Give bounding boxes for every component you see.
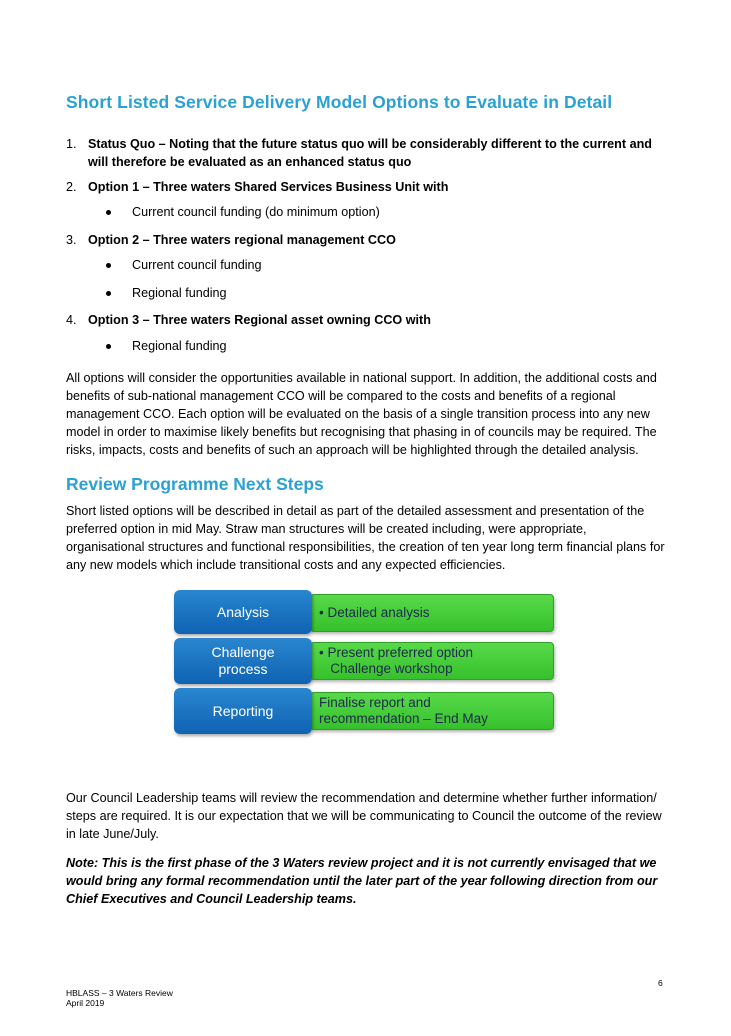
paragraph-next-steps: Short listed options will be described in detail as part of the detailed assessment and presentation of the preferred option in mid May. Straw man structures will be created including, were appropriate, organisational structures and functional responsibilities, the creation of ten year long term financial plans for any new models which include transitional costs and any expected efficiencies. [66, 504, 665, 572]
stage-detail-reporting [310, 692, 554, 730]
stage-detail-challenge [310, 642, 554, 680]
note-paragraph: Note: This is the first phase of the 3 Waters review project and it is not currently envisaged that we would bring any formal recommendation until the later part of the year following direction from our Chief Executives and Council Leadership teams. [66, 856, 658, 906]
stage-label-analysis: Analysis [174, 590, 312, 634]
bullet-icon [106, 263, 111, 268]
stage-detail-line: recommendation – End May [319, 711, 488, 726]
list-text: Option 3 – Three waters Regional asset owning CCO with [88, 313, 431, 327]
list-text: Option 1 – Three waters Shared Services Business Unit with [88, 180, 449, 194]
list-number: 3. [66, 233, 77, 247]
stage-detail-line: Finalise report and [319, 695, 431, 710]
paragraph-leadership-review: Our Council Leadership teams will review the recommendation and determine whether further information/ steps are required. It is our expectation that we will be communicating to Council the outcome of the review in late June/July. [66, 791, 662, 841]
stage-label-challenge: Challenge process [174, 638, 312, 684]
bullet-icon [106, 291, 111, 296]
paragraph-options-overview: All options will consider the opportunities available in national support. In addition, the additional costs and benefits of sub-national management CCO will be compared to the costs and benefits of a regional management CCO. Each option will be evaluated on the basis of a single transition process into any new model in order to maximise likely benefits but recognising that phasing in of councils may be required. The risks, impacts, costs and benefits of such an approach will be highlighted through the detailed analysis. [66, 371, 657, 457]
list-item-status-quo [66, 135, 666, 171]
list-text: Option 2 – Three waters regional management CCO [88, 233, 396, 247]
stage-detail-line: • Detailed analysis [319, 605, 430, 620]
section-heading-next-steps: Review Programme Next Steps [66, 474, 324, 494]
list-number: 2. [66, 180, 77, 194]
bullet-icon [106, 210, 111, 215]
footer-title: HBLASS – 3 Waters Review [66, 988, 173, 998]
section-heading-short-listed-options: Short Listed Service Delivery Model Options to Evaluate in Detail [66, 92, 613, 112]
list-text: Status Quo – Noting that the future status quo will be considerably different to the current and will therefore be evaluated as an enhanced status quo [88, 137, 652, 169]
footer [66, 988, 173, 1008]
bullet-text: Current council funding (do minimum option) [132, 205, 380, 219]
stage-detail-line: Challenge workshop [319, 661, 453, 676]
list-number: 1. [66, 137, 77, 151]
bullet-text: Current council funding [132, 258, 262, 272]
stage-detail-line: • Present preferred option [319, 645, 474, 660]
bullet-text: Regional funding [132, 339, 227, 353]
list-item-option-2 [66, 231, 666, 249]
list-item-option-3 [66, 311, 666, 329]
bullet-text: Regional funding [132, 286, 227, 300]
page-number: 6 [658, 978, 663, 988]
process-diagram [174, 590, 558, 738]
footer-date: April 2019 [66, 998, 105, 1008]
bullet-icon [106, 344, 111, 349]
stage-detail-analysis [310, 594, 554, 632]
list-item-option-1 [66, 178, 666, 196]
stage-label-reporting: Reporting [174, 688, 312, 734]
list-number: 4. [66, 313, 77, 327]
